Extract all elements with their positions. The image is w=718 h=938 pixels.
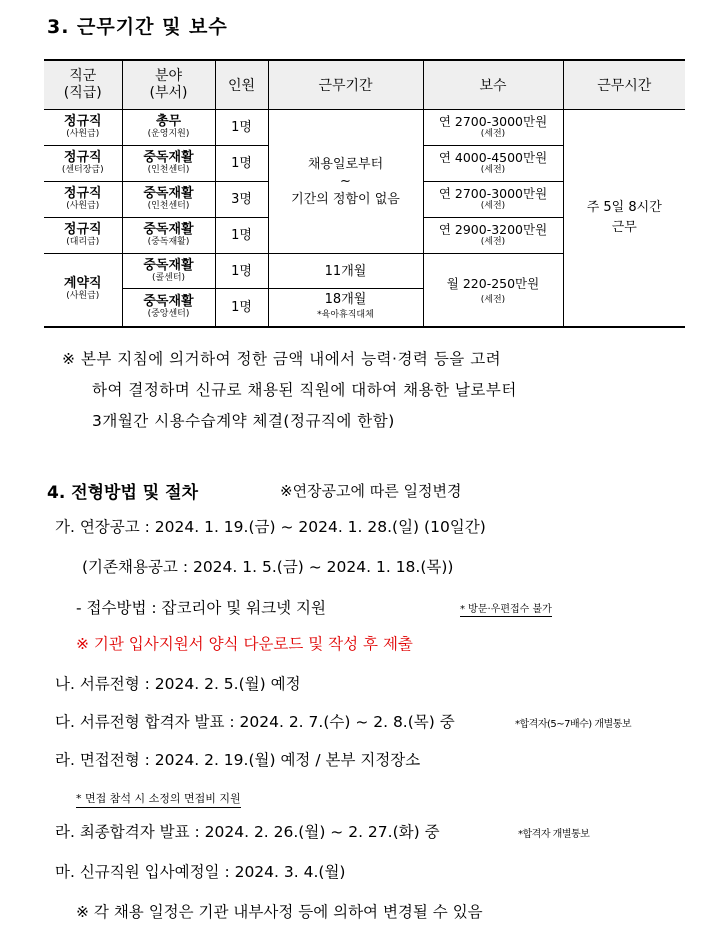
pay-cell: 연 2700-3000만원 (세전): [423, 182, 563, 218]
count-cell: 1명: [215, 254, 268, 289]
rank-cell: 정규직 (사원급): [44, 110, 122, 146]
header-period: 근무기간: [268, 60, 423, 110]
item-ra-interview-note: * 면접 참석 시 소정의 면접비 지원: [76, 790, 241, 808]
rank-cell: 정규직 (사원급): [44, 182, 122, 218]
item-ga-prev: (기존채용공고 : 2024. 1. 5.(금) ~ 2024. 1. 18.(목)): [82, 558, 454, 576]
field-cell: 중독재활 (콜센터): [122, 254, 215, 289]
header-pay: 보수: [423, 60, 563, 110]
count-cell: 1명: [215, 146, 268, 182]
field-cell: 총무 (운영지원): [122, 110, 215, 146]
section4-title: 4. 전형방법 및 절차: [47, 483, 198, 503]
header-field: 분야 (부서): [122, 60, 215, 110]
field-cell: 중독재활 (중앙센터): [122, 289, 215, 327]
count-cell: 1명: [215, 289, 268, 327]
header-hours: 근무시간: [563, 60, 685, 110]
field-cell: 중독재활 (중독재활): [122, 218, 215, 254]
count-cell: 1명: [215, 218, 268, 254]
item-ra-final: 라. 최종합격자 발표 : 2024. 2. 26.(월) ~ 2. 27.(화) 중: [55, 823, 440, 841]
item-ga: 가. 연장공고 : 2024. 1. 19.(금) ~ 2024. 1. 28.(일) (10일간): [55, 518, 486, 536]
rank-cell: 정규직 (대리급): [44, 218, 122, 254]
header-count: 인원: [215, 60, 268, 110]
employment-table: [44, 59, 685, 328]
apply-note: * 방문·우편접수 불가: [460, 600, 552, 617]
pay-cell: 연 4000-4500만원 (세전): [423, 146, 563, 182]
note-mark: ※: [62, 350, 76, 368]
table-header-row: [44, 60, 685, 110]
section3-title: 3. 근무기간 및 보수: [47, 16, 228, 38]
contract-rank-cell: 계약직 (사원급): [44, 254, 122, 327]
item-da-note: *합격자(5~7배수) 개별통보: [515, 719, 632, 730]
final-note: ※ 각 채용 일정은 기관 내부사정 등에 의하여 변경될 수 있음: [76, 903, 483, 921]
rank-cell: 정규직 (센터장급): [44, 146, 122, 182]
section4-title-note: ※연장공고에 따른 일정변경: [280, 482, 462, 500]
period-cell: 11개월: [268, 254, 423, 289]
item-ra-final-note: *합격자 개별통보: [518, 829, 590, 840]
pay-cell: 연 2900-3200만원 (세전): [423, 218, 563, 254]
item-na: 나. 서류전형 : 2024. 2. 5.(월) 예정: [55, 675, 301, 693]
pay-cell: 연 2700-3000만원 (세전): [423, 110, 563, 146]
item-da: 다. 서류전형 합격자 발표 : 2024. 2. 7.(수) ~ 2. 8.(목) 중: [55, 713, 455, 731]
apply-red-note: ※ 기관 입사지원서 양식 다운로드 및 작성 후 제출: [76, 635, 413, 653]
table-row: [44, 110, 685, 146]
count-cell: 1명: [215, 110, 268, 146]
hours-cell: 주 5일 8시간 근무: [563, 110, 685, 327]
contract-pay-cell: 월 220-250만원 (세전): [423, 254, 563, 327]
count-cell: 3명: [215, 182, 268, 218]
item-ma: 마. 신규직원 입사예정일 : 2024. 3. 4.(월): [55, 863, 346, 881]
note-line-3: 3개월간 시용수습계약 체결(정규직에 한함): [92, 412, 395, 430]
field-cell: 중독재활 (인천센터): [122, 182, 215, 218]
apply-method: - 접수방법 : 잡코리아 및 워크넷 지원: [76, 599, 327, 617]
period-cell: 18개월 *육아휴직대체: [268, 289, 423, 327]
section3-note: [62, 344, 702, 437]
item-ra-interview: 라. 면접전형 : 2024. 2. 19.(월) 예정 / 본부 지정장소: [55, 751, 421, 769]
note-line-2: 하여 결정하며 신규로 채용된 직원에 대하여 채용한 날로부터: [92, 381, 517, 399]
period-regular-cell: 채용일로부터 ~ 기간의 정함이 없음: [268, 110, 423, 254]
header-rank: 직군 (직급): [44, 60, 122, 110]
note-line-1: 본부 지침에 의거하여 정한 금액 내에서 능력·경력 등을 고려: [80, 350, 502, 368]
field-cell: 중독재활 (인천센터): [122, 146, 215, 182]
